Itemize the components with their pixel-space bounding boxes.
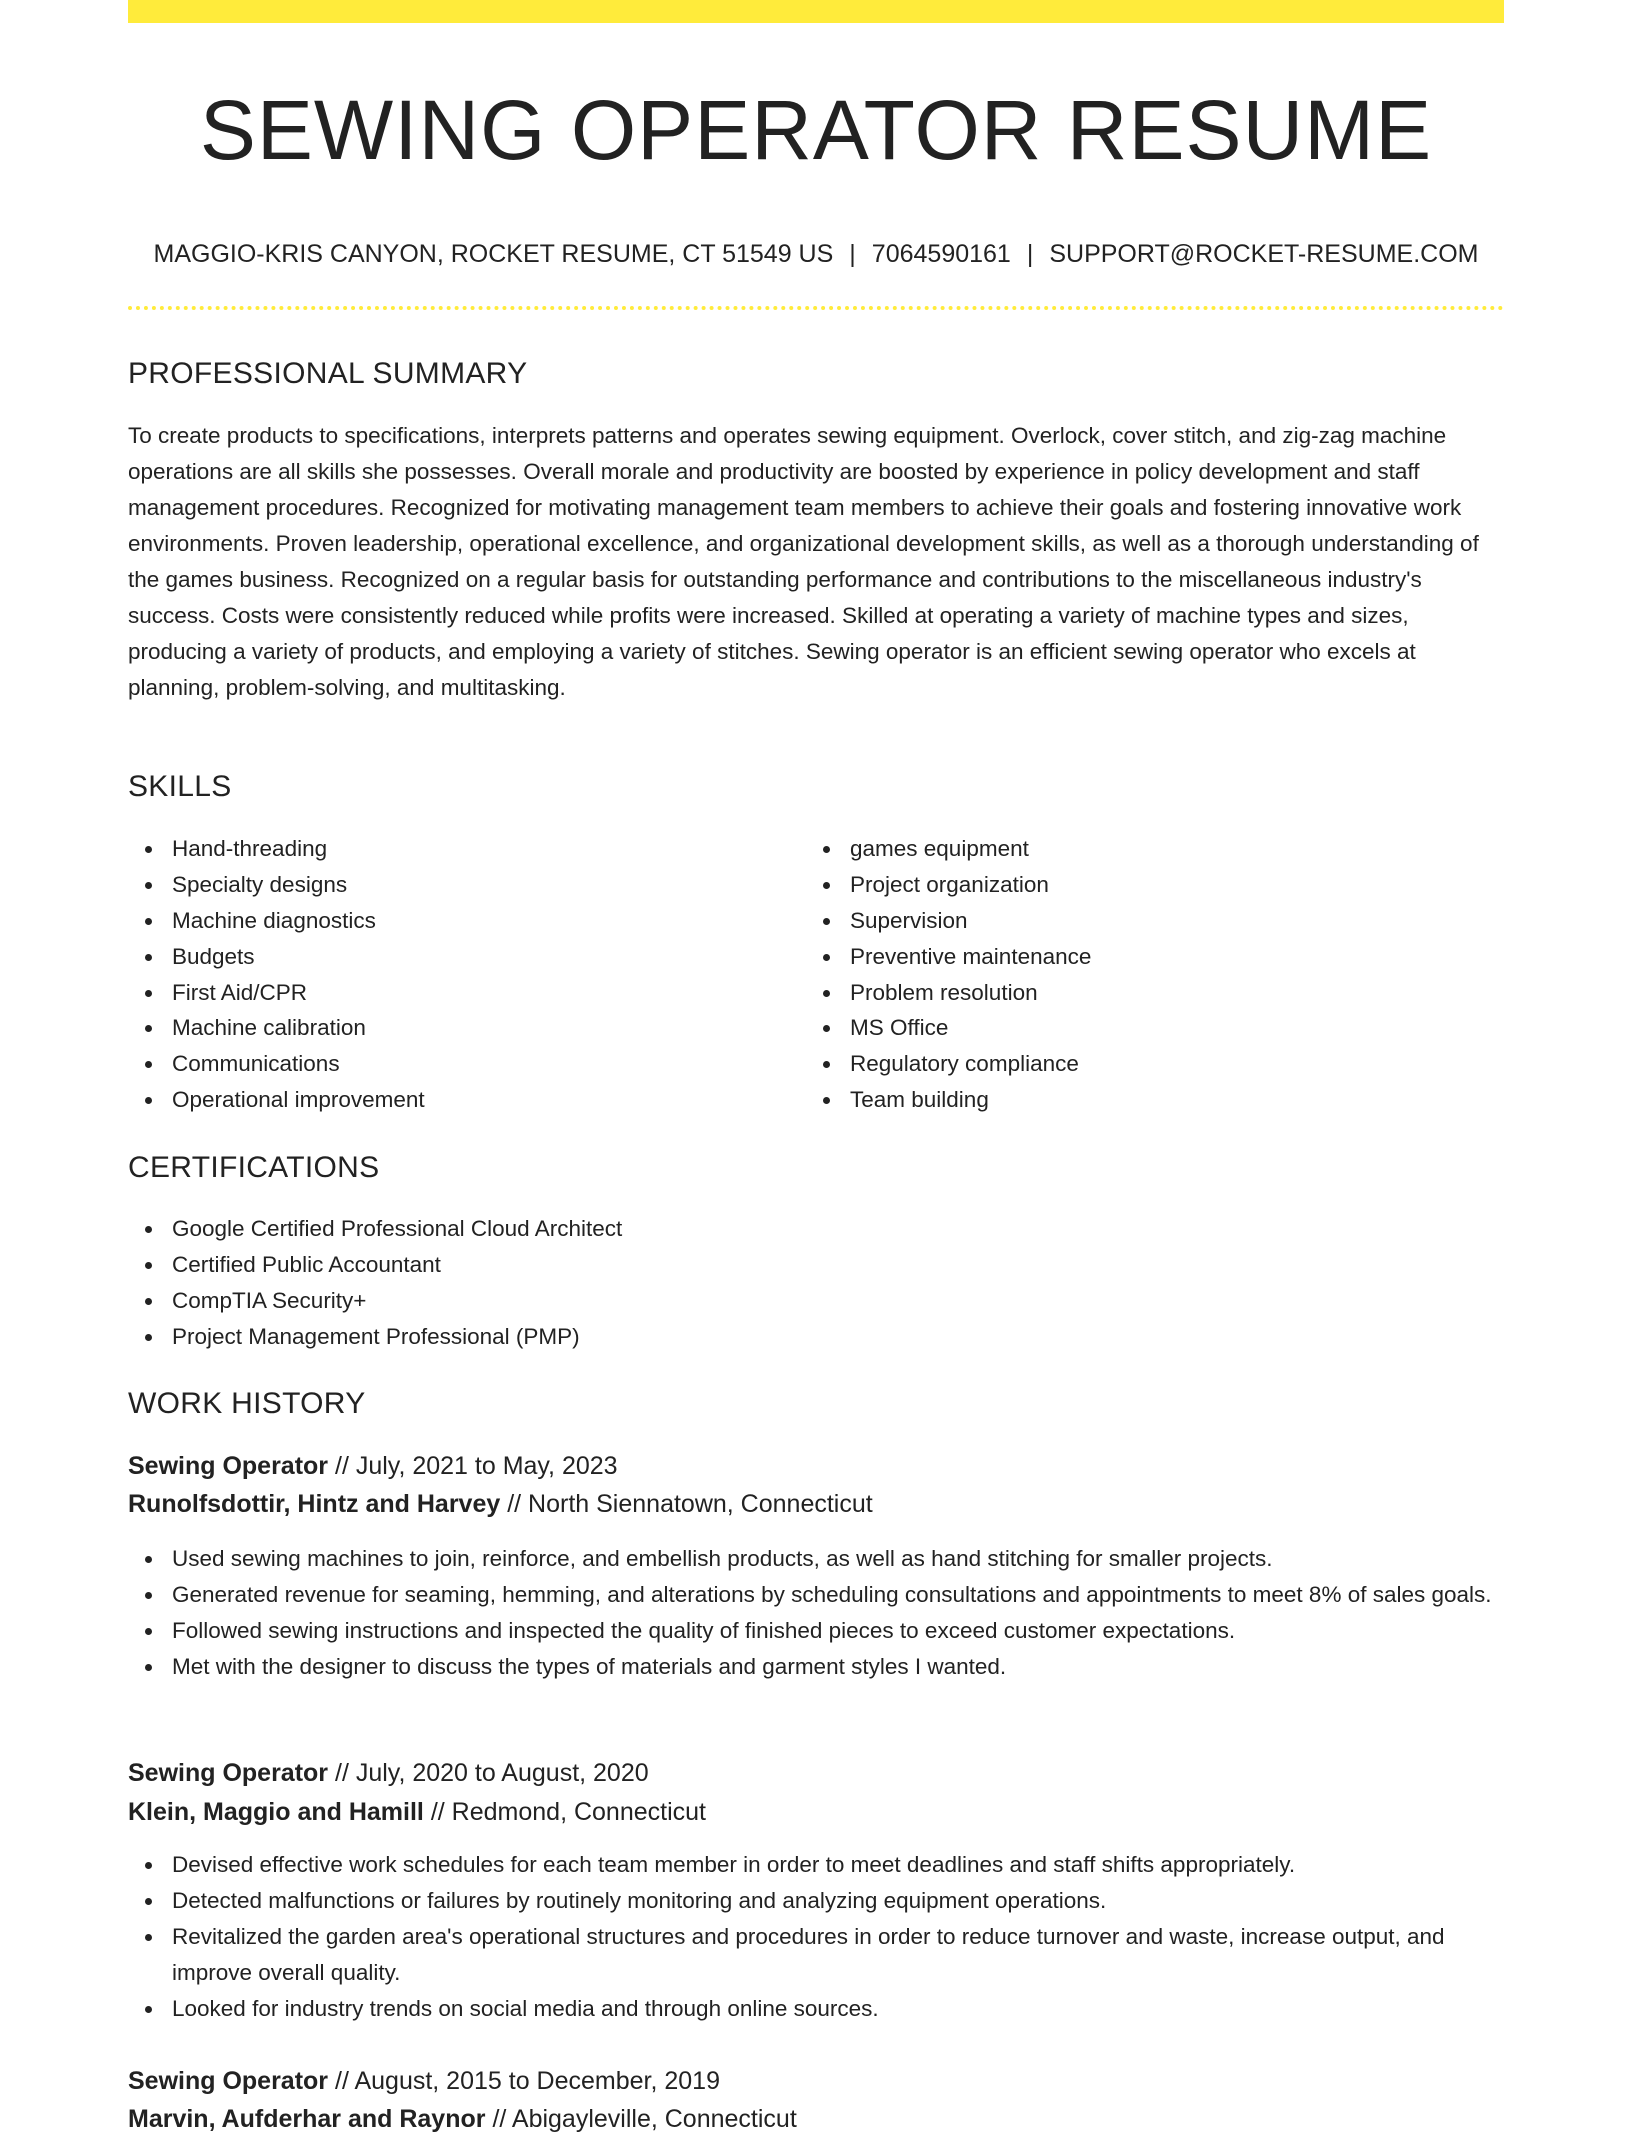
skill-item: Communications: [128, 1046, 788, 1082]
skill-item: Machine calibration: [128, 1010, 788, 1046]
certification-item: CompTIA Security+: [128, 1283, 1504, 1319]
skill-item: MS Office: [806, 1010, 1466, 1046]
contact-separator: |: [1026, 240, 1034, 268]
job-duty-item: Followed sewing instructions and inspected the quality of finished pieces to exceed customer expectations.: [128, 1613, 1504, 1649]
summary-heading: PROFESSIONAL SUMMARY: [128, 357, 528, 390]
job-company-line: [128, 1793, 706, 1831]
skill-item: Regulatory compliance: [806, 1046, 1466, 1082]
work-history-heading: WORK HISTORY: [128, 1387, 366, 1420]
dotted-divider: [128, 306, 1504, 310]
job-duty-item: Looked for industry trends on social media and through online sources.: [128, 1991, 1504, 2027]
skill-item: Hand-threading: [128, 831, 788, 867]
skill-item: Machine diagnostics: [128, 903, 788, 939]
contact-address: MAGGIO-KRIS CANYON, ROCKET RESUME, CT 51549 US: [153, 240, 834, 268]
job-company: Klein, Maggio and Hamill: [128, 1798, 424, 1826]
skills-list-right: [806, 831, 1466, 1118]
job-location: // Abigayleville, Connecticut: [492, 2105, 797, 2133]
skill-item: Budgets: [128, 939, 788, 975]
resume-title: SEWING OPERATOR RESUME: [199, 83, 1433, 177]
job-title: Sewing Operator: [128, 2067, 329, 2095]
job-duty-item: Met with the designer to discuss the types of materials and garment styles I wanted.: [128, 1649, 1504, 1685]
job-title-line: [128, 1754, 649, 1792]
skill-item: Specialty designs: [128, 867, 788, 903]
job-company-line: [128, 1485, 873, 1523]
job-duties-list: [128, 1847, 1504, 2027]
contact-separator: |: [849, 240, 856, 268]
job-company-line: [128, 2100, 797, 2138]
job-duty-item: Devised effective work schedules for each team member in order to meet deadlines and staff shifts appropriately.: [128, 1847, 1504, 1883]
certifications-heading: CERTIFICATIONS: [128, 1151, 380, 1184]
job-company: Marvin, Aufderhar and Raynor: [128, 2105, 486, 2133]
contact-email[interactable]: SUPPORT@ROCKET-RESUME.COM: [1049, 240, 1479, 268]
skill-item: Preventive maintenance: [806, 939, 1466, 975]
job-title: Sewing Operator: [128, 1452, 329, 1480]
job-dates: // July, 2021 to May, 2023: [335, 1452, 618, 1480]
certifications-list: [128, 1211, 1504, 1355]
skills-list-left: [128, 831, 788, 1118]
skill-item: Team building: [806, 1082, 1466, 1118]
job-location: // North Siennatown, Connecticut: [507, 1490, 873, 1518]
contact-phone: 7064590161: [871, 240, 1011, 268]
job-title-line: [128, 2062, 720, 2100]
skill-item: Project organization: [806, 867, 1466, 903]
job-duty-item: Generated revenue for seaming, hemming, and alterations by scheduling consultations and appointments to meet 8% of sales goals.: [128, 1577, 1504, 1613]
job-duty-item: Detected malfunctions or failures by routinely monitoring and analyzing equipment operations.: [128, 1883, 1504, 1919]
skills-heading: SKILLS: [128, 770, 232, 803]
contact-line: [128, 236, 1504, 272]
job-location: // Redmond, Connecticut: [430, 1798, 706, 1826]
job-company: Runolfsdottir, Hintz and Harvey: [128, 1490, 501, 1518]
job-duty-item: Used sewing machines to join, reinforce, and embellish products, as well as hand stitching for smaller projects.: [128, 1541, 1504, 1577]
skill-item: Supervision: [806, 903, 1466, 939]
job-duty-item: Revitalized the garden area's operational structures and procedures in order to reduce turnover and waste, increase output, and improve overall quality.: [128, 1919, 1504, 1991]
certification-item: Google Certified Professional Cloud Architect: [128, 1211, 1504, 1247]
certification-item: Project Management Professional (PMP): [128, 1319, 1504, 1355]
certification-item: Certified Public Accountant: [128, 1247, 1504, 1283]
job-duties-list: [128, 1541, 1504, 1685]
job-dates: // July, 2020 to August, 2020: [335, 1759, 649, 1787]
skill-item: Operational improvement: [128, 1082, 788, 1118]
job-title: Sewing Operator: [128, 1759, 329, 1787]
resume-page: [128, 0, 1504, 2133]
skill-item: games equipment: [806, 831, 1466, 867]
job-dates: // August, 2015 to December, 2019: [335, 2067, 720, 2095]
skill-item: First Aid/CPR: [128, 975, 788, 1011]
skill-item: Problem resolution: [806, 975, 1466, 1011]
job-title-line: [128, 1447, 618, 1485]
summary-text: To create products to specifications, interprets patterns and operates sewing equipment. Overlock, cover stitch, and zig-zag machine operations are all skills she possesses. Overall morale and productivity are boosted by experience in policy development and staff management procedures. Recognized for motivating management team members to achieve their goals and fostering innovative work environments. Proven leadership, operational excellence, and organizational development skills, as well as a thorough understanding of the games business. Recognized on a regular basis for outstanding performance and contributions to the miscellaneous industry's success. Costs were consistently reduced while profits were increased. Skilled at operating a variety of machine types and sizes, producing a variety of products, and employing a variety of stitches. Sewing operator is an efficient sewing operator who excels at planning, problem-solving, and multitasking.: [128, 423, 1479, 700]
top-accent-bar: [128, 0, 1504, 23]
